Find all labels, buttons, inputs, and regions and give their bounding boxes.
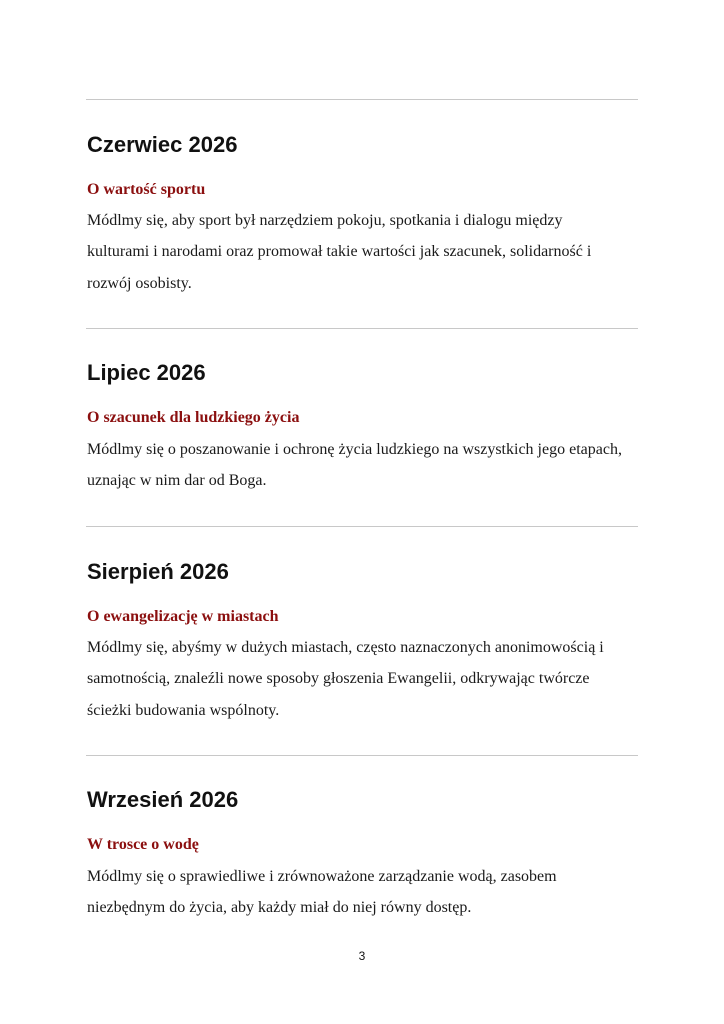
intention-text-line: Módlmy się o poszanowanie i ochronę życia ludzkiego na wszystkich jego etapach, [87, 441, 622, 458]
intention-text-line: niezbędnym do życia, aby każdy miał do niej równy dostęp. [87, 899, 472, 916]
intention-text-line: kulturami i narodami oraz promował takie wartości jak szacunek, solidarność i [87, 243, 592, 260]
intention-text-line: samotnością, znaleźli nowe sposoby głoszenia Ewangelii, odkrywając twórcze [87, 670, 590, 687]
intention-title: O ewangelizację w miastach [87, 608, 279, 625]
page-number: 3 [358, 949, 366, 963]
section-divider [86, 526, 638, 527]
month-heading: Sierpień 2026 [87, 559, 229, 584]
month-heading: Wrzesień 2026 [87, 787, 239, 812]
intention-text-line: uznając w nim dar od Boga. [87, 472, 267, 489]
intention-text-line: Módlmy się o sprawiedliwe i zrównoważone zarządzanie wodą, zasobem [87, 868, 557, 885]
intention-text-line: rozwój osobisty. [87, 275, 192, 292]
intention-title: O szacunek dla ludzkiego życia [87, 409, 300, 426]
intention-text-line: Módlmy się, aby sport był narzędziem pokoju, spotkania i dialogu między [87, 212, 563, 229]
section-divider [86, 328, 638, 329]
section-divider [86, 755, 638, 756]
intention-text-line: ścieżki budowania wspólnoty. [87, 702, 280, 719]
section-divider [86, 99, 638, 100]
intention-title: O wartość sportu [87, 181, 206, 198]
intention-text-line: Módlmy się, abyśmy w dużych miastach, często naznaczonych anonimowością i [87, 639, 604, 656]
month-heading: Lipiec 2026 [87, 360, 206, 385]
month-heading: Czerwiec 2026 [87, 132, 238, 157]
intention-title: W trosce o wodę [87, 836, 199, 853]
